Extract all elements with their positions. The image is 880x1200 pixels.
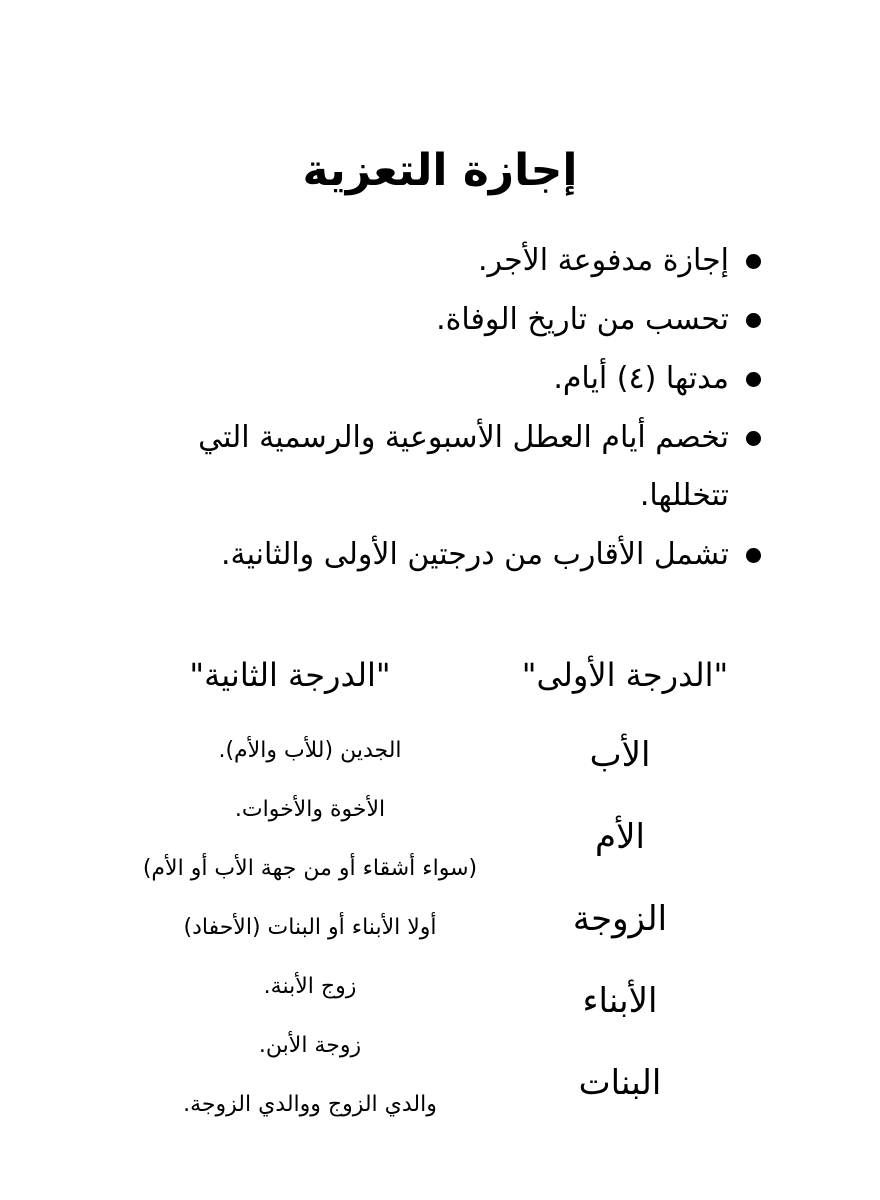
first-degree-item: الأم bbox=[595, 817, 645, 857]
second-degree-list bbox=[120, 726, 500, 1139]
second-degree-item: زوجة الأبن. bbox=[258, 1033, 362, 1058]
second-degree-item: الأخوة والأخوات. bbox=[234, 797, 386, 822]
bullet-text: تخصم أيام العطل الأسبوعية والرسمية التي تتخللها. bbox=[198, 420, 729, 513]
bullet-item bbox=[105, 526, 765, 584]
second-degree-item: والدي الزوج ووالدي الزوجة. bbox=[183, 1092, 437, 1117]
first-degree-item: البنات bbox=[578, 1063, 662, 1103]
bullet-dot-icon bbox=[746, 431, 761, 446]
bullet-text: مدتها (٤) أيام. bbox=[553, 361, 729, 396]
first-degree-item: الزوجة bbox=[572, 899, 668, 939]
bullet-text: تحسب من تاريخ الوفاة. bbox=[436, 302, 729, 337]
bullet-item bbox=[105, 409, 765, 525]
second-degree-heading: "الدرجة الثانية" bbox=[189, 656, 391, 694]
second-degree-item: زوج الأبنة. bbox=[263, 974, 357, 999]
first-degree-item: الأب bbox=[589, 735, 651, 775]
bullet-item bbox=[105, 232, 765, 290]
page-title: إجازة التعزية bbox=[302, 145, 578, 197]
bullet-dot-icon bbox=[746, 313, 761, 328]
bullet-text: إجازة مدفوعة الأجر. bbox=[477, 243, 729, 278]
bullet-dot-icon bbox=[746, 548, 761, 563]
second-degree-item: أولا الأبناء أو البنات (الأحفاد) bbox=[183, 915, 437, 940]
bullet-list bbox=[105, 232, 765, 585]
first-degree-list bbox=[540, 722, 700, 1132]
second-degree-item: (سواء أشقاء أو من جهة الأب أو الأم) bbox=[142, 856, 478, 881]
bullet-dot-icon bbox=[746, 372, 761, 387]
bullet-item bbox=[105, 350, 765, 408]
bullet-dot-icon bbox=[746, 254, 761, 269]
second-degree-item: الجدين (للأب والأم). bbox=[218, 738, 402, 763]
bullet-text: تشمل الأقارب من درجتين الأولى والثانية. bbox=[220, 537, 729, 572]
first-degree-item: الأبناء bbox=[582, 981, 658, 1021]
first-degree-heading: "الدرجة الأولى" bbox=[521, 656, 729, 694]
bullet-item bbox=[105, 291, 765, 349]
